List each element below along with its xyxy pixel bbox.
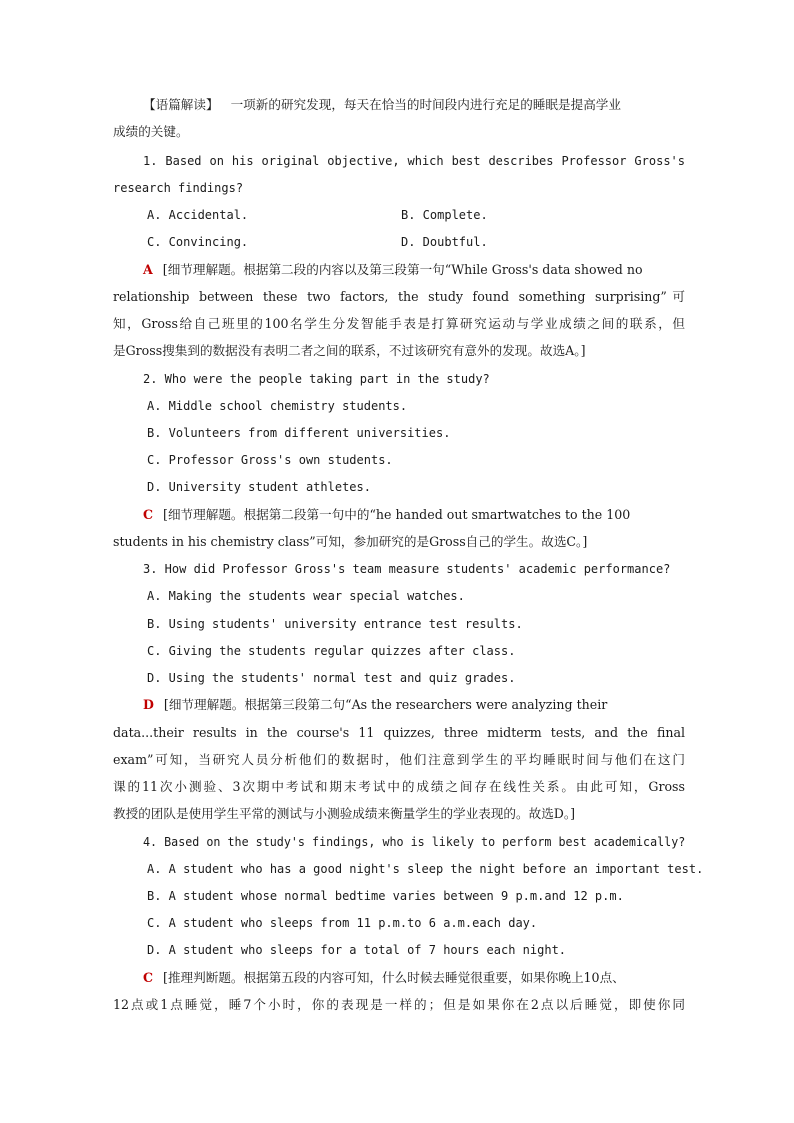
intro-line-1 xyxy=(143,95,685,115)
answer-letter: C xyxy=(143,507,154,522)
option-a: A. Accidental. xyxy=(147,208,249,222)
question-4-option-c: C. A student who sleeps from 11 p.m.to 6 a.m.each day. xyxy=(147,916,538,930)
question-4-option-b: B. A student whose normal bedtime varies between 9 p.m.and 12 p.m. xyxy=(147,889,624,903)
question-3-explanation-line-5: 教授的团队是使用学生平常的测试与小测验成绩来衡量学生的学业表现的。故选D。] xyxy=(113,806,576,821)
question-4-option-a: A. A student who has a good night's sleep the night before an important test. xyxy=(147,862,704,876)
question-2-option-d: D. University student athletes. xyxy=(147,480,371,494)
answer-letter: A xyxy=(143,262,153,277)
question-1-stem-line-2: research findings? xyxy=(113,181,244,195)
question-1-stem-line-1: 1. Based on his original objective, which best describes Professor Gross's xyxy=(143,154,685,168)
answer-letter: D xyxy=(143,697,154,712)
question-1-explanation-line-2: relationship between these two factors, the study found something surprising”可 xyxy=(113,289,685,304)
question-2-option-a: A. Middle school chemistry students. xyxy=(147,399,408,413)
question-3-option-b: B. Using students' university entrance test results. xyxy=(147,617,523,631)
intro-tag: 【语篇解读】 xyxy=(143,97,219,112)
option-b: B. Complete. xyxy=(401,208,488,222)
question-4-option-d: D. A student who sleeps for a total of 7 hours each night. xyxy=(147,943,567,957)
question-3-stem: 3. How did Professor Gross's team measure students' academic performance? xyxy=(143,562,671,576)
question-1-explanation-line-4: 是Gross搜集到的数据没有表明二者之间的联系，不过该研究有意外的发现。故选A。] xyxy=(113,343,586,358)
intro-text: 一项新的研究发现，每天在恰当的时间段内进行充足的睡眠是提高学业 xyxy=(230,97,621,112)
option-c: C. Convincing. xyxy=(147,235,249,249)
question-2-explanation-line-2: students in his chemistry class”可知，参加研究的是Gross自己的学生。故选C。] xyxy=(113,534,588,549)
question-4-stem: 4. Based on the study's findings, who is likely to perform best academically? xyxy=(143,835,686,849)
question-3-explanation-line-1: D [细节理解题。根据第三段第二句“As the researchers were analyzing their xyxy=(143,697,608,712)
question-2-option-b: B. Volunteers from different universities. xyxy=(147,426,451,440)
question-3-option-d: D. Using the students' normal test and quiz grades. xyxy=(147,671,516,685)
question-4-explanation-line-1: C [推理判断题。根据第五段的内容可知，什么时候去睡觉很重要，如果你晚上10点、 xyxy=(143,970,625,985)
question-4-explanation-line-2: 12点或1点睡觉，睡7个小时，你的表现是一样的；但是如果你在2点以后睡觉，即使你同 xyxy=(113,997,685,1012)
question-3-option-c: C. Giving the students regular quizzes after class. xyxy=(147,644,516,658)
question-3-option-a: A. Making the students wear special watches. xyxy=(147,589,465,603)
question-1-explanation-line-1: A [细节理解题。根据第二段的内容以及第三段第一句“While Gross's data showed no xyxy=(143,262,643,277)
question-1-explanation-line-3: 知，Gross给自己班里的100名学生分发智能手表是打算研究运动与学业成绩之间的联系，但 xyxy=(113,316,685,331)
question-2-explanation-line-1: C [细节理解题。根据第二段第一句中的“he handed out smartwatches to the 100 xyxy=(143,507,631,522)
option-d: D. Doubtful. xyxy=(401,235,488,249)
question-3-explanation-line-4: 课的11次小测验、3次期中考试和期末考试中的成绩之间存在线性关系。由此可知，Gross xyxy=(113,779,685,794)
answer-letter: C xyxy=(143,970,154,985)
intro-line-2: 成绩的关键。 xyxy=(113,124,189,139)
question-1-options-row-1 xyxy=(147,205,719,225)
question-2-stem: 2. Who were the people taking part in the study? xyxy=(143,372,490,386)
question-2-option-c: C. Professor Gross's own students. xyxy=(147,453,393,467)
question-1-options-row-2 xyxy=(147,232,719,252)
question-3-explanation-line-2: data...their results in the course's 11 quizzes, three midterm tests, and the final xyxy=(113,725,685,740)
question-3-explanation-line-3: exam”可知，当研究人员分析他们的数据时，他们注意到学生的平均睡眠时间与他们在这门 xyxy=(113,752,685,767)
